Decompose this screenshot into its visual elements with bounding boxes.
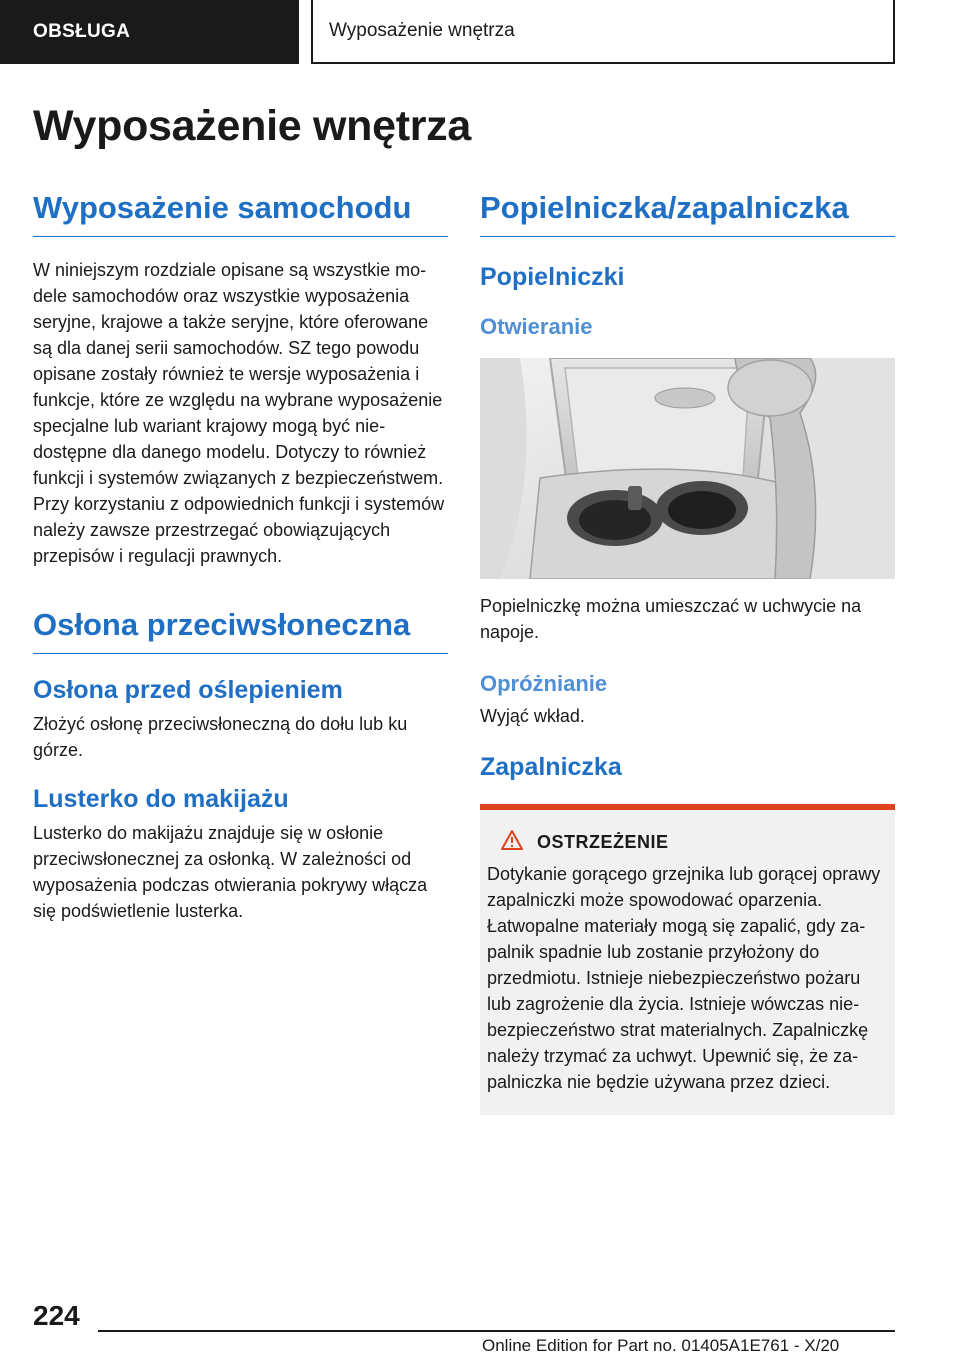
warning-triangle-icon (501, 830, 523, 855)
glare-shield-text: Złożyć osłonę przeciwsłoneczną do dołu lub ku górze. (33, 714, 408, 760)
emptying-text: Wyjąć wkład. (480, 706, 585, 726)
footer-divider (98, 1330, 895, 1332)
heading-ashtray-lighter: Popielniczka/zapalniczka (480, 190, 895, 237)
section-tab: OBSŁUGA (0, 0, 299, 64)
left-column (33, 190, 448, 924)
heading-vehicle-equipment: Wyposażenie samochodu (33, 190, 448, 237)
heading-ashtrays: Popielniczki (480, 263, 625, 291)
page-number: 224 (33, 1300, 80, 1331)
heading-emptying: Opróżnianie (480, 671, 608, 696)
vehicle-equipment-text: W niniejszym rozdziale opisane są wszystkie modele samochodów oraz wszystkie wyposażenia seryjne, krajowe a także seryjne, które oferowane są dla danej serii samochodów. SZ tego powodu opisane zostały również te wersje wyposażenia i funkcje, które ze względu na wybrane wyposażenie specjalne lub wariant krajowy mogą być niedostępne dla danego modelu. Dotyczy to również funkcji i systemów związanych z bezpieczeństwem. Przy korzystaniu z odpowiednich funkcji i systemów należy zawsze przestrzegać obowiązujących przepisów i regulacji prawnych. (33, 260, 445, 566)
warning-text: Dotykanie gorącego grzejnika lub gorącej oprawy zapalniczki może spowodować oparzenia. Łatwopalne materiały mogą się zapalić, gdy zapalnik spadnie lub zostanie przyłożony do przedmiotu. Istnieje niebezpieczeństwo pożaru lub zagrożenie dla życia. Istnieje wówczas niebezpieczeństwo strat materialnych. Zapalniczkę należy trzymać za uchwyt. Upewnić się, że zapalniczka nie będzie używana przez dzieci. (487, 864, 881, 1092)
warning-label: OSTRZEŻENIE (537, 832, 669, 852)
heading-vanity-mirror: Lusterko do makijażu (33, 785, 289, 813)
vanity-mirror-text: Lusterko do makijażu znajduje się w osłonie przeciwsłonecznej za osłonką. W zależności od wyposażenia podczas otwierania pokrywy włącza się podświetlenie lusterka. (33, 823, 428, 921)
warning-box (480, 804, 895, 1115)
heading-lighter: Zapalniczka (480, 753, 622, 781)
ashtray-photo (480, 358, 895, 579)
footer-edition: Online Edition for Part no. 01405A1E761 - X/20 (482, 1336, 840, 1355)
chapter-tab: Wyposażenie wnętrza (311, 0, 895, 64)
image-caption: Popielniczkę można umieszczać w uchwycie na napoje. (480, 596, 862, 642)
heading-sun-visor: Osłona przeciwsłoneczna (33, 607, 448, 654)
page-title: Wyposażenie wnętrza (33, 102, 471, 150)
right-column (480, 190, 895, 1115)
heading-glare-shield: Osłona przed oślepieniem (33, 676, 343, 704)
heading-opening: Otwieranie (480, 314, 593, 339)
